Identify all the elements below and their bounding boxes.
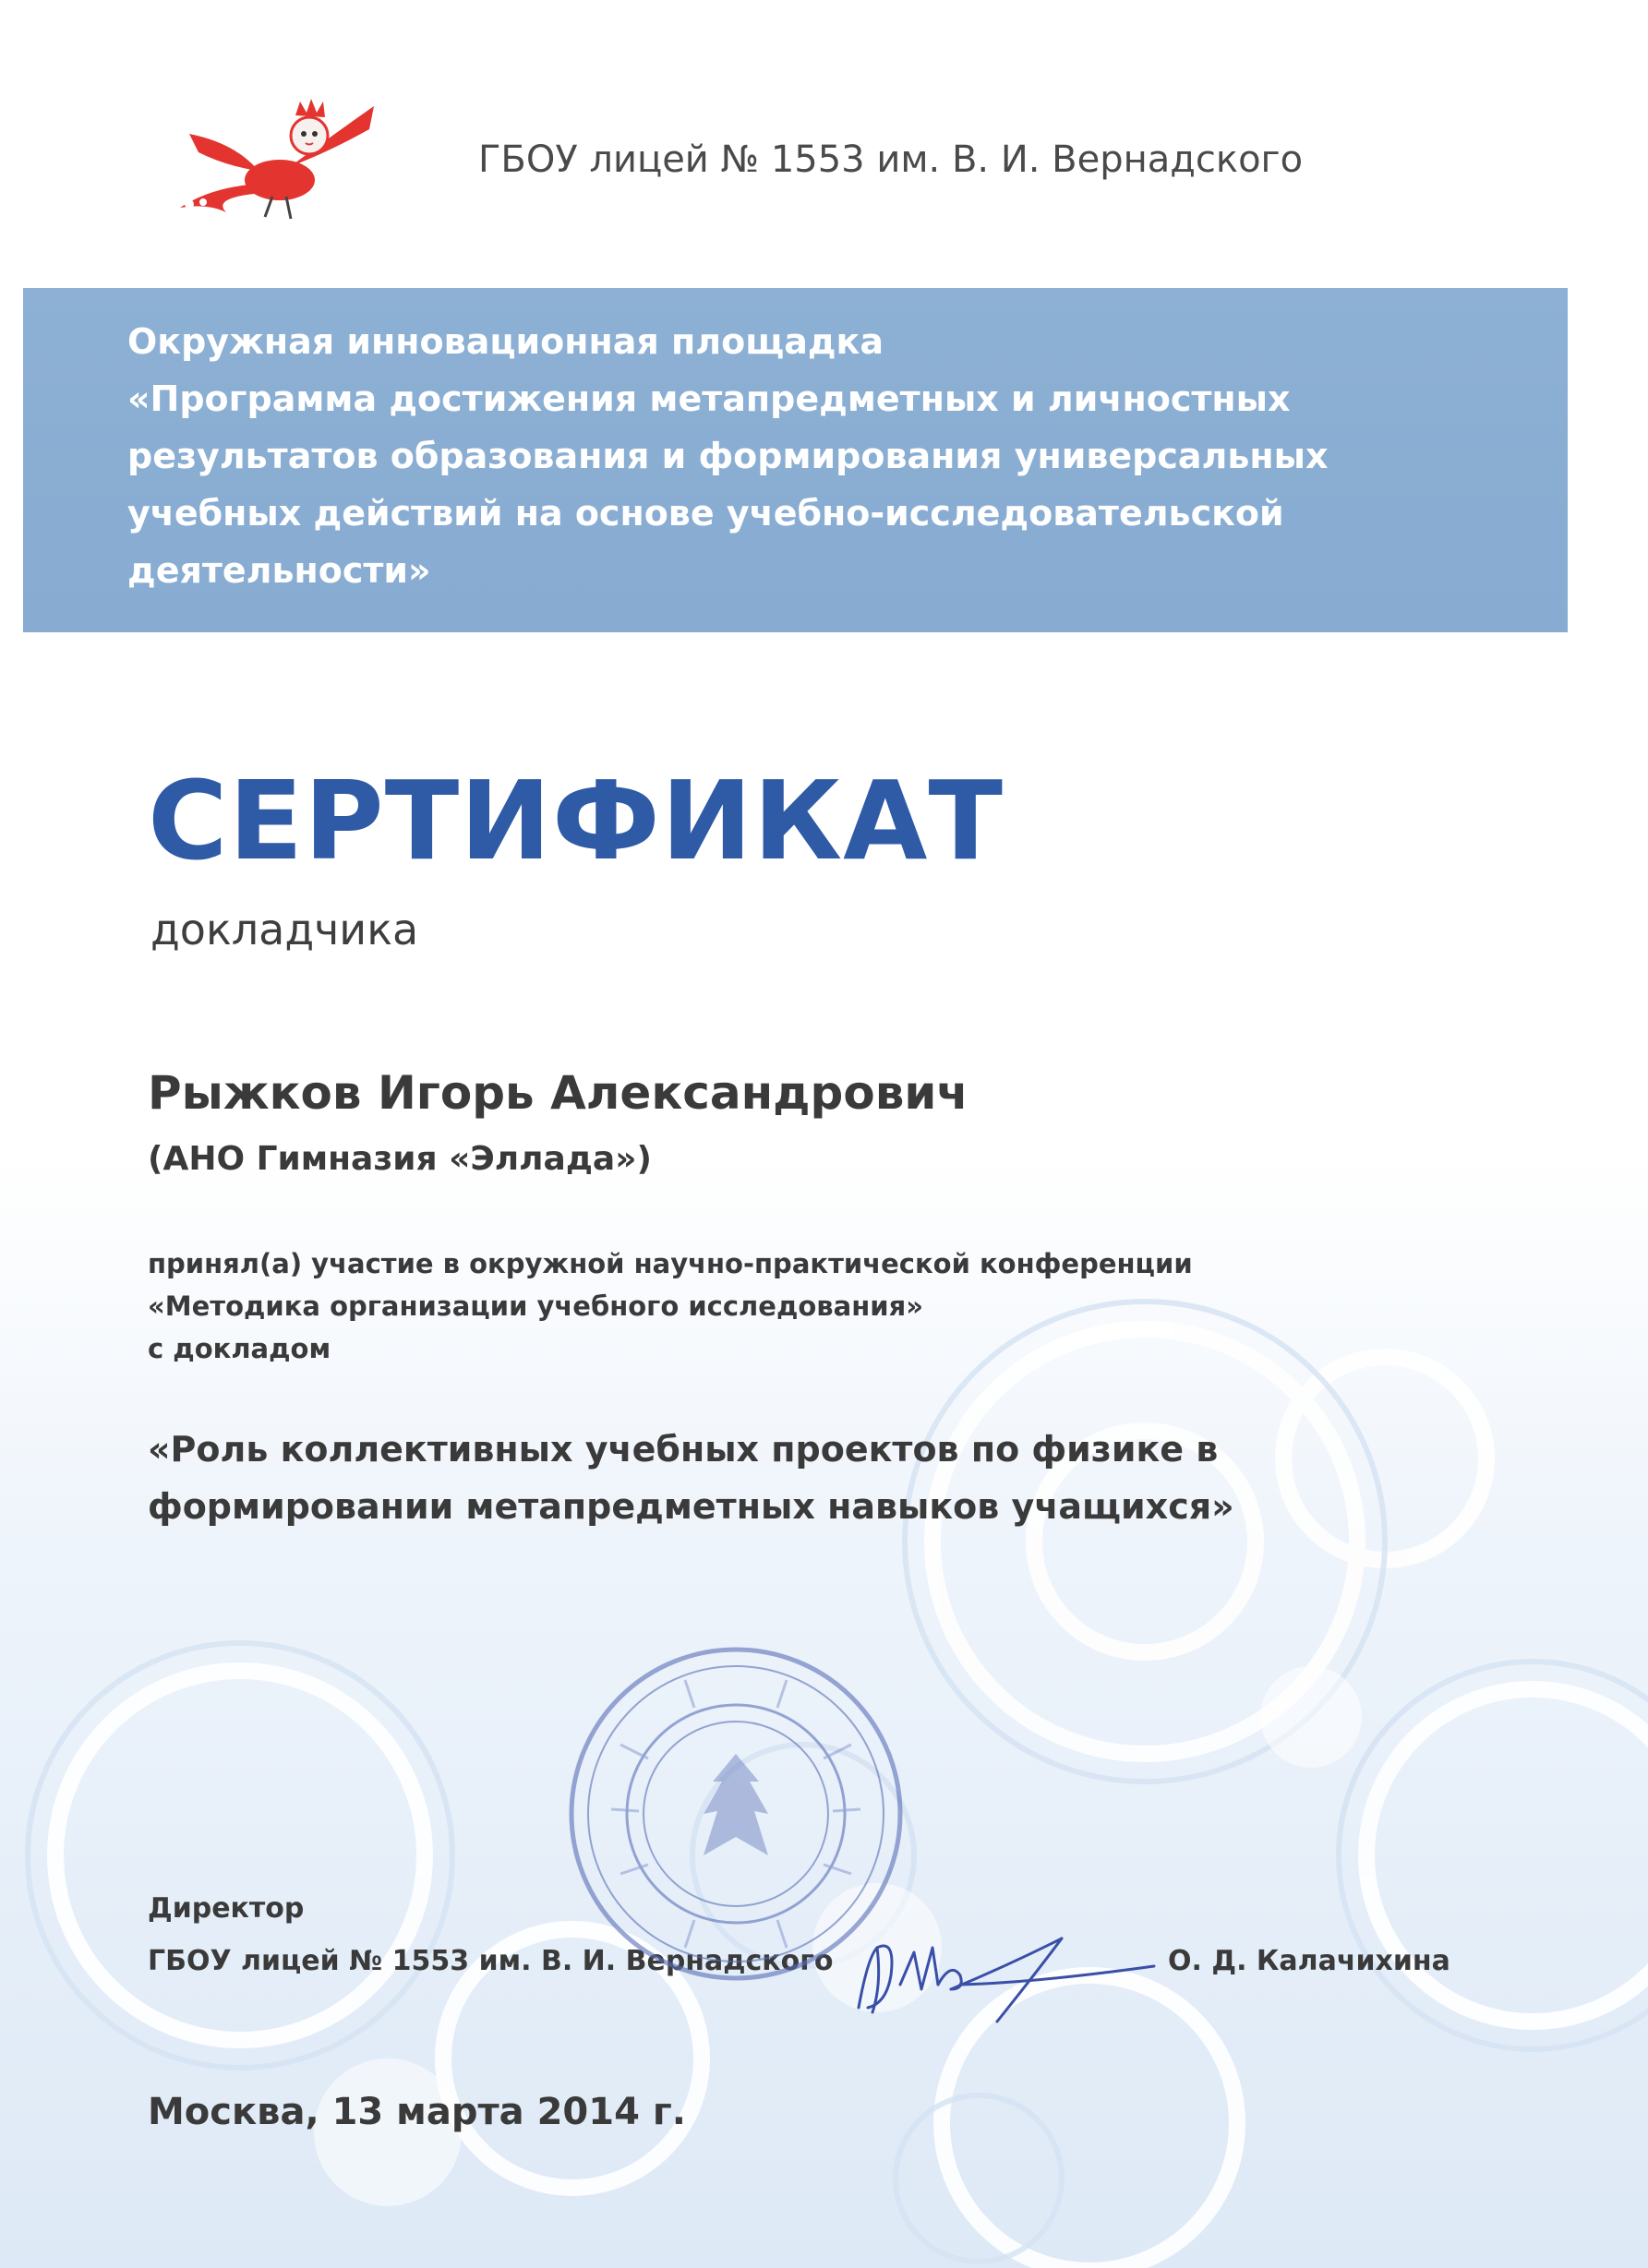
body-text-line: принял(а) участие в окружной научно-практической конференции: [148, 1248, 1193, 1279]
certificate-subtitle: докладчика: [150, 905, 419, 954]
banner-line: «Программа достижения метапредметных и личностных: [127, 378, 1291, 419]
city-date: Москва, 13 марта 2014 г.: [148, 2091, 686, 2133]
banner-title: Окружная инновационная площадка: [127, 321, 884, 362]
banner-line: учебных действий на основе учебно-исследовательской: [127, 493, 1284, 534]
report-title-line: формировании метапредметных навыков учащихся»: [148, 1486, 1234, 1527]
banner-line: результатов образования и формирования универсальных: [127, 436, 1329, 476]
school-header: ГБОУ лицей № 1553 им. В. И. Вернадского: [478, 138, 1304, 181]
recipient-name: Рыжков Игорь Александрович: [148, 1066, 968, 1120]
signature-institution: ГБОУ лицей № 1553 им. В. И. Вернадского: [148, 1945, 834, 1977]
handwritten-signature: [849, 1874, 1163, 2031]
certificate-title: СЕРТИФИКАТ: [148, 757, 1004, 884]
banner-line: деятельности»: [127, 550, 431, 591]
body-text-line: с докладом: [148, 1333, 331, 1364]
signature-position: Директор: [148, 1892, 305, 1925]
firebird-logo-icon: [171, 88, 383, 231]
recipient-organization: (АНО Гимназия «Эллада»): [148, 1140, 652, 1178]
director-name: О. Д. Калачихина: [1168, 1945, 1450, 1977]
body-text-line: «Методика организации учебного исследования»: [148, 1290, 923, 1322]
report-title-line: «Роль коллективных учебных проектов по физике в: [148, 1429, 1219, 1470]
